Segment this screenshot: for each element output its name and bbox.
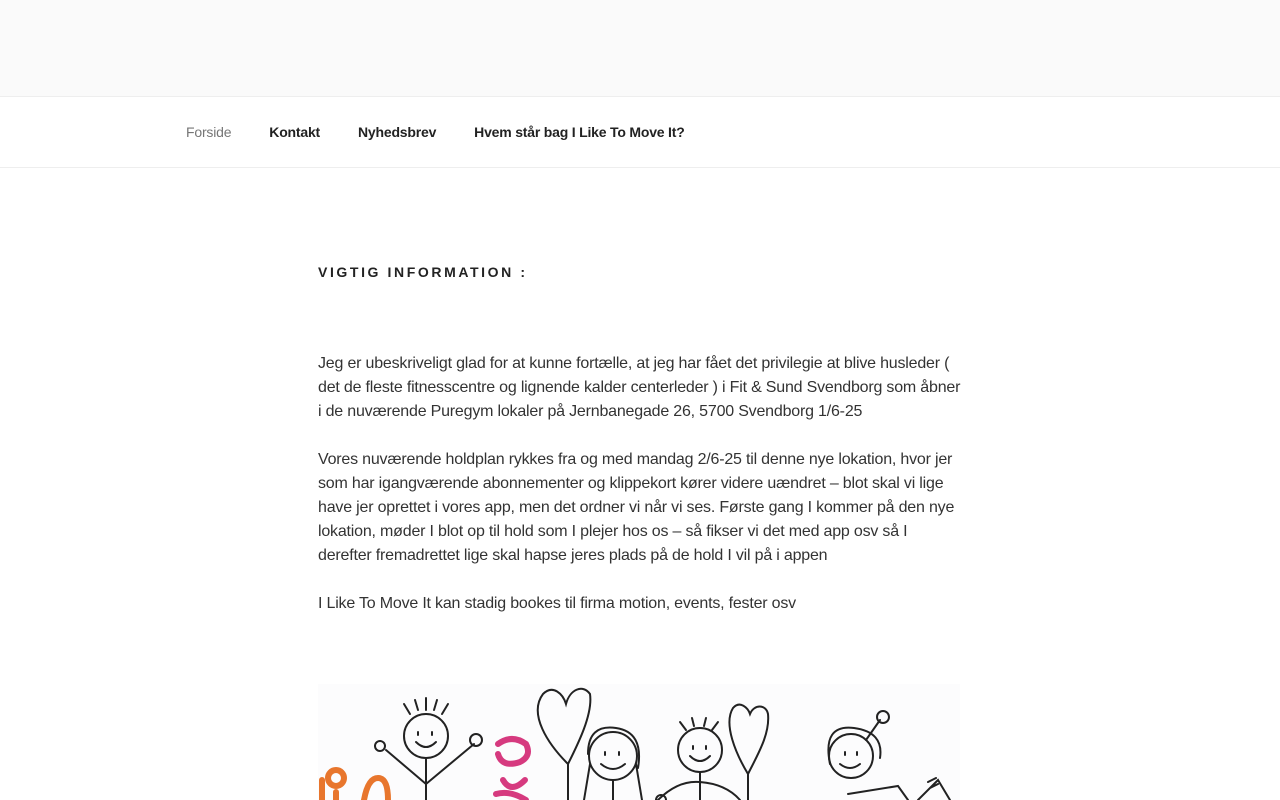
article-heading: VIGTIG INFORMATION : <box>318 264 528 280</box>
site-header-band <box>0 0 1280 97</box>
article-paragraph: Jeg er ubeskriveligt glad for at kunne fortælle, at jeg har fået det privilegie at blive husleder ( det de fleste fitnesscentre og lignende kalder centerleder ) i Fit & Sund Svendborg som åbner i de nuværende Puregym lokaler på Jernbanegade 26, 5700 Svendborg 1/6-25 <box>318 355 961 420</box>
stick-figures-illustration <box>318 684 960 800</box>
article-content <box>318 264 963 616</box>
figure-head <box>589 732 637 780</box>
figure-head <box>404 714 448 758</box>
stick-figures-drawing <box>318 684 960 800</box>
nav-item-kontakt[interactable]: Kontakt <box>269 124 321 140</box>
orange-lettering <box>322 770 388 800</box>
nav-item-forside[interactable]: Forside <box>186 124 232 140</box>
figure-head <box>678 728 722 772</box>
nav-item-hvem-star-bag[interactable]: Hvem står bag I Like To Move It? <box>474 124 685 140</box>
article-paragraph: Vores nuværende holdplan rykkes fra og med mandag 2/6-25 til denne nye lokation, hvor jer som har igangværende abonnementer og klippekort kører videre uændret – blot skal vi lige have jer oprettet i vores app, men det ordner vi når vi ses. Første gang I kommer på den nye lokation, møder I blot op til hold som I plejer hos os – så fikser vi det med app osv så I derefter fremadrettet lige skal hapse jeres plads på de hold I vil på i appen <box>318 451 955 564</box>
nav-item-nyhedsbrev[interactable]: Nyhedsbrev <box>358 124 437 140</box>
article-paragraph: I Like To Move It kan stadig bookes til firma motion, events, fester osv <box>318 595 796 612</box>
main-navigation <box>0 97 1280 168</box>
pink-lettering <box>496 739 528 800</box>
